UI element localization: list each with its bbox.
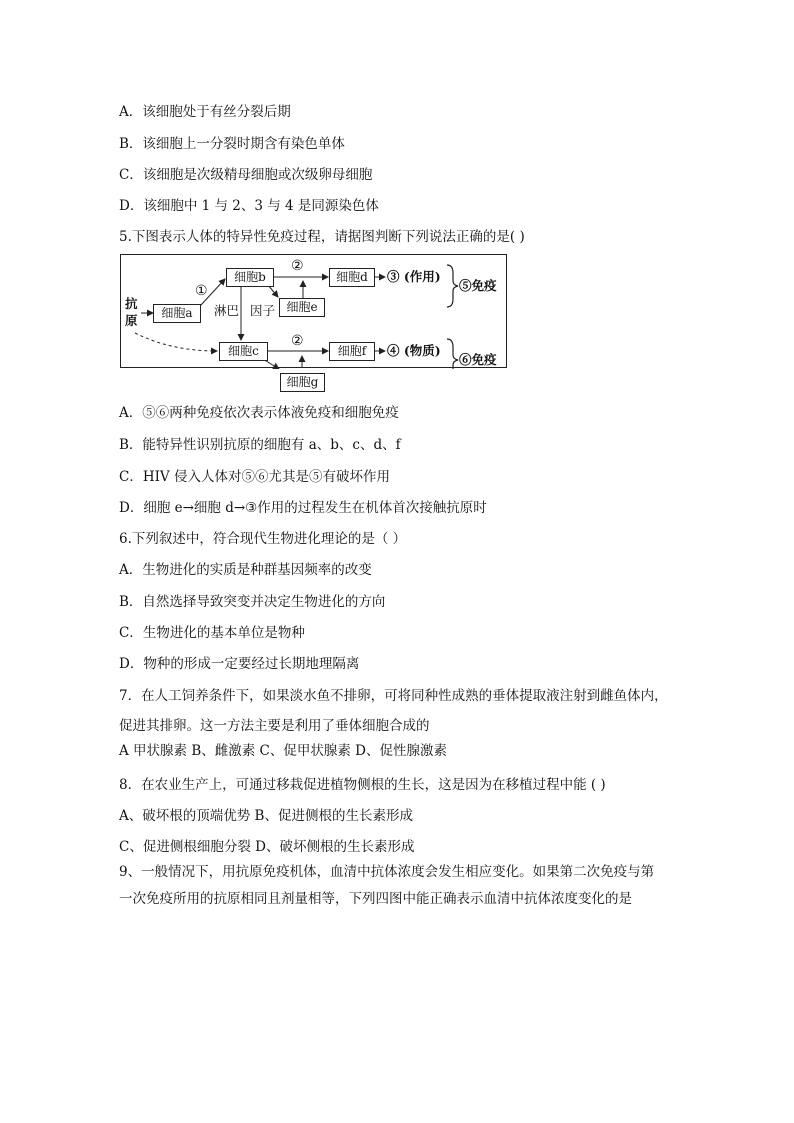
brace-top [447, 265, 458, 307]
antigen-label-1: 抗 [125, 296, 138, 311]
q6-stem: 6.下列叙述中，符合现代生物进化理论的是（ ） [119, 531, 407, 547]
cell-b-box: 细胞b [226, 268, 274, 287]
q8-options-cd: C、促进侧根细胞分裂 D、破坏侧根的生长素形成 [119, 839, 415, 855]
q7-options: A 甲状腺素 B、雌激素 C、促甲状腺素 D、促性腺激素 [119, 743, 447, 759]
q7-stem-line2: 促进其排卵。这一方法主要是利用了垂体细胞合成的 [119, 718, 430, 734]
q4-option-a: A．该细胞处于有丝分裂后期 [119, 104, 291, 120]
q5-stem: 5.下图表示人体的特异性免疫过程，请据图判断下列说法正确的是( ) [119, 229, 525, 245]
cell-g-box: 细胞g [280, 373, 325, 392]
cell-a-box: 细胞a [153, 304, 201, 323]
arrow-antigen-to-c [135, 333, 217, 351]
output-3-label: ③ (作用) [387, 269, 441, 284]
q5-option-c: C．HIV 侵入人体对⑤⑥尤其是⑤有破坏作用 [119, 469, 390, 485]
q8-options-ab: A、破坏根的顶端优势 B、促进侧根的生长素形成 [119, 808, 413, 824]
q4-option-b: B．该细胞上一分裂时期含有染色单体 [119, 136, 345, 152]
q8-stem: 8．在农业生产上，可通过移栽促进植物侧根的生长，这是因为在移植过程中能 ( ) [119, 777, 606, 793]
q5-option-d: D．细胞 e→细胞 d→③作用的过程发生在机体首次接触抗原时 [119, 500, 487, 516]
immune-process-diagram [120, 254, 507, 368]
q7-stem-line1: 7．在人工饲养条件下，如果淡水鱼不排卵，可将同种性成熟的垂体提取液注射到雌鱼体内， [119, 688, 668, 704]
step-2-bottom-label: ② [291, 333, 304, 349]
q6-option-d: D．物种的形成一定要经过长期地理隔离 [119, 656, 360, 672]
q4-option-c: C．该细胞是次级精母细胞或次级卵母细胞 [119, 167, 373, 183]
immune-5-label: ⑤免疫 [459, 278, 497, 293]
step-1-label: ① [195, 283, 208, 299]
antigen-label-2: 原 [125, 313, 138, 328]
q6-option-a: A．生物进化的实质是种群基因频率的改变 [119, 562, 372, 578]
q5-option-b: B．能特异性识别抗原的细胞有 a、b、c、d、f [119, 437, 401, 453]
cell-d-box: 细胞d [329, 268, 375, 287]
q6-option-c: C．生物进化的基本单位是物种 [119, 625, 305, 641]
lymph-label: 淋巴 [214, 303, 240, 318]
q9-stem-line2: 一次免疫所用的抗原相同且剂量相等，下列四图中能正确表示血清中抗体浓度变化的是 [119, 891, 632, 907]
factor-label: 因子 [250, 303, 276, 318]
q4-option-d: D．该细胞中 1 与 2、3 与 4 是同源染色体 [119, 198, 379, 214]
output-4-label: ④ (物质) [387, 343, 441, 358]
q6-option-b: B．自然选择导致突变并决定生物进化的方向 [119, 594, 386, 610]
cell-f-box: 细胞f [329, 342, 375, 361]
cell-c-box: 细胞c [219, 342, 268, 361]
immune-6-label: ⑥免疫 [459, 352, 497, 367]
step-2-top-label: ② [291, 258, 304, 274]
cell-e-box: 细胞e [279, 298, 325, 317]
brace-bottom [447, 339, 458, 369]
q9-stem-line1: 9、一般情况下，用抗原免疫机体，血清中抗体浓度会发生相应变化。如果第二次免疫与第 [119, 864, 655, 880]
q5-option-a: A．⑤⑥两种免疫依次表示体液免疫和细胞免疫 [119, 405, 399, 421]
